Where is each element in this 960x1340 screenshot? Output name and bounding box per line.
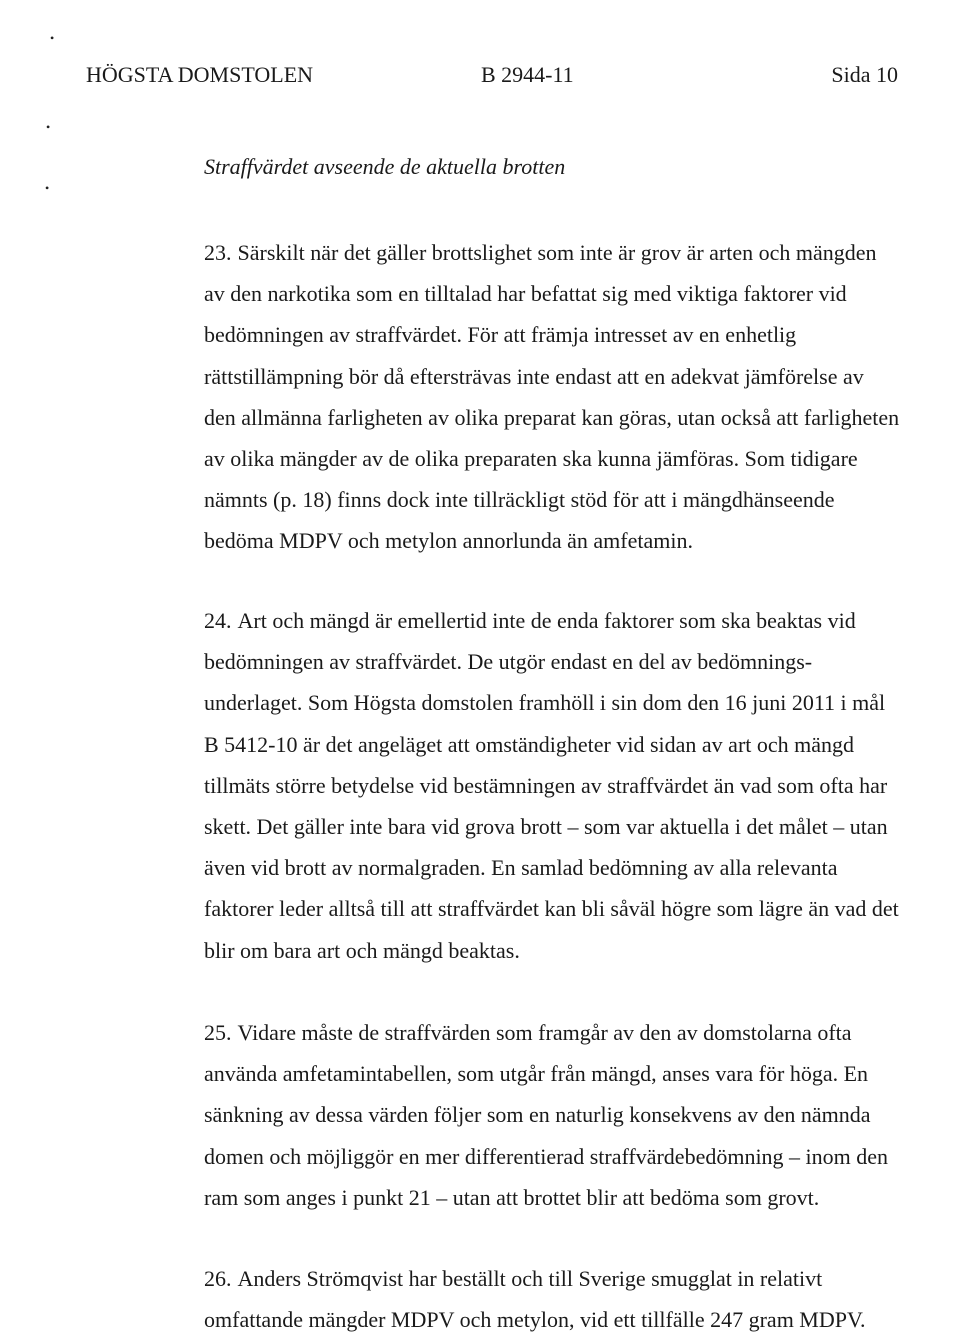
paragraph-line: bedömningen av straffvärdet. För att främja intresset av en enhetlig [204, 322, 797, 348]
line-text: Anders Strömqvist har beställt och till Sverige smugglat in relativt [237, 1266, 823, 1291]
section-heading: Straffvärdet avseende de aktuella brotten [204, 154, 566, 179]
court-name: HÖGSTA DOMSTOLEN [86, 62, 314, 87]
paragraph-line: ram som anges i punkt 21 – utan att brottet blir att bedöma som grovt. [204, 1184, 820, 1210]
paragraph-line: av den narkotika som en tilltalad har befattat sig med viktiga faktorer vid [204, 281, 847, 307]
case-number: B 2944-11 [481, 62, 574, 87]
paragraph-line: bedömningen av straffvärdet. De utgör endast en del av bedömnings- [204, 649, 813, 675]
paragraph-line: blir om bara art och mängd beaktas. [204, 937, 520, 963]
paragraph-line: av olika mängder av de olika preparaten ska kunna jämföras. Som tidigare [204, 446, 858, 472]
paragraph-line: faktorer leder alltså till att straffvärdet kan bli såväl högre som lägre än vad det [204, 896, 899, 922]
paragraph-line: rättstillämpning bör då eftersträvas inte endast att en adekvat jämförelse av [204, 363, 864, 389]
paragraph-line: domen och möjliggör en mer differentierad straffvärdebedömning – inom den [204, 1143, 889, 1169]
paragraph-number: 24. [204, 608, 232, 633]
scan-mark: • [46, 120, 51, 134]
paragraph-number: 26. [204, 1266, 232, 1291]
page-number: Sida 10 [831, 62, 898, 87]
page-header [86, 62, 898, 96]
paragraph-line: även vid brott av normalgraden. En samlad bedömning av alla relevanta [204, 855, 838, 881]
paragraph-line: använda amfetamintabellen, som utgår från mängd, anses vara för höga. En [204, 1061, 869, 1087]
paragraph-line: skett. Det gäller inte bara vid grova brott – som var aktuella i det målet – utan [204, 814, 888, 840]
paragraph-26 [204, 1258, 960, 1340]
paragraph-line: tillmäts större betydelse vid bestämningen av straffvärdet än vad som ofta har [204, 772, 888, 798]
paragraph-23 [204, 232, 960, 562]
paragraph-line: den allmänna farligheten av olika preparat kan göras, utan också att farligheten [204, 404, 900, 430]
paragraph-line: underlaget. Som Högsta domstolen framhöll i sin dom den 16 juni 2011 i mål [204, 690, 886, 716]
paragraph-line [204, 232, 960, 273]
line-text: Vidare måste de straffvärden som framgår av den av domstolarna ofta [237, 1020, 852, 1045]
paragraph-number: 25. [204, 1020, 232, 1045]
paragraph-line [204, 1012, 960, 1053]
paragraph-number: 23. [204, 240, 232, 265]
paragraph-line: B 5412-10 är det angeläget att omständigheter vid sidan av art och mängd [204, 731, 855, 757]
paragraph-line [204, 1258, 960, 1299]
scan-mark: • [45, 181, 50, 195]
paragraph-line: sänkning av dessa värden följer som en naturlig konsekvens av den nämnda [204, 1102, 871, 1128]
paragraph-line: omfattande mängder MDPV och metylon, vid ett tillfälle 247 gram MDPV. [204, 1307, 866, 1333]
paragraph-line [204, 600, 960, 641]
paragraph-line: nämnts (p. 18) finns dock inte tillräckligt stöd för att i mängdhänseende [204, 487, 835, 513]
paragraph-line: bedöma MDPV och metylon annorlunda än amfetamin. [204, 528, 693, 554]
paragraph-24 [204, 600, 960, 971]
scan-mark: • [50, 31, 55, 45]
paragraph-25 [204, 1012, 960, 1218]
line-text: Art och mängd är emellertid inte de enda faktorer som ska beaktas vid [237, 608, 856, 633]
line-text: Särskilt när det gäller brottslighet som inte är grov är arten och mängden [237, 240, 877, 265]
